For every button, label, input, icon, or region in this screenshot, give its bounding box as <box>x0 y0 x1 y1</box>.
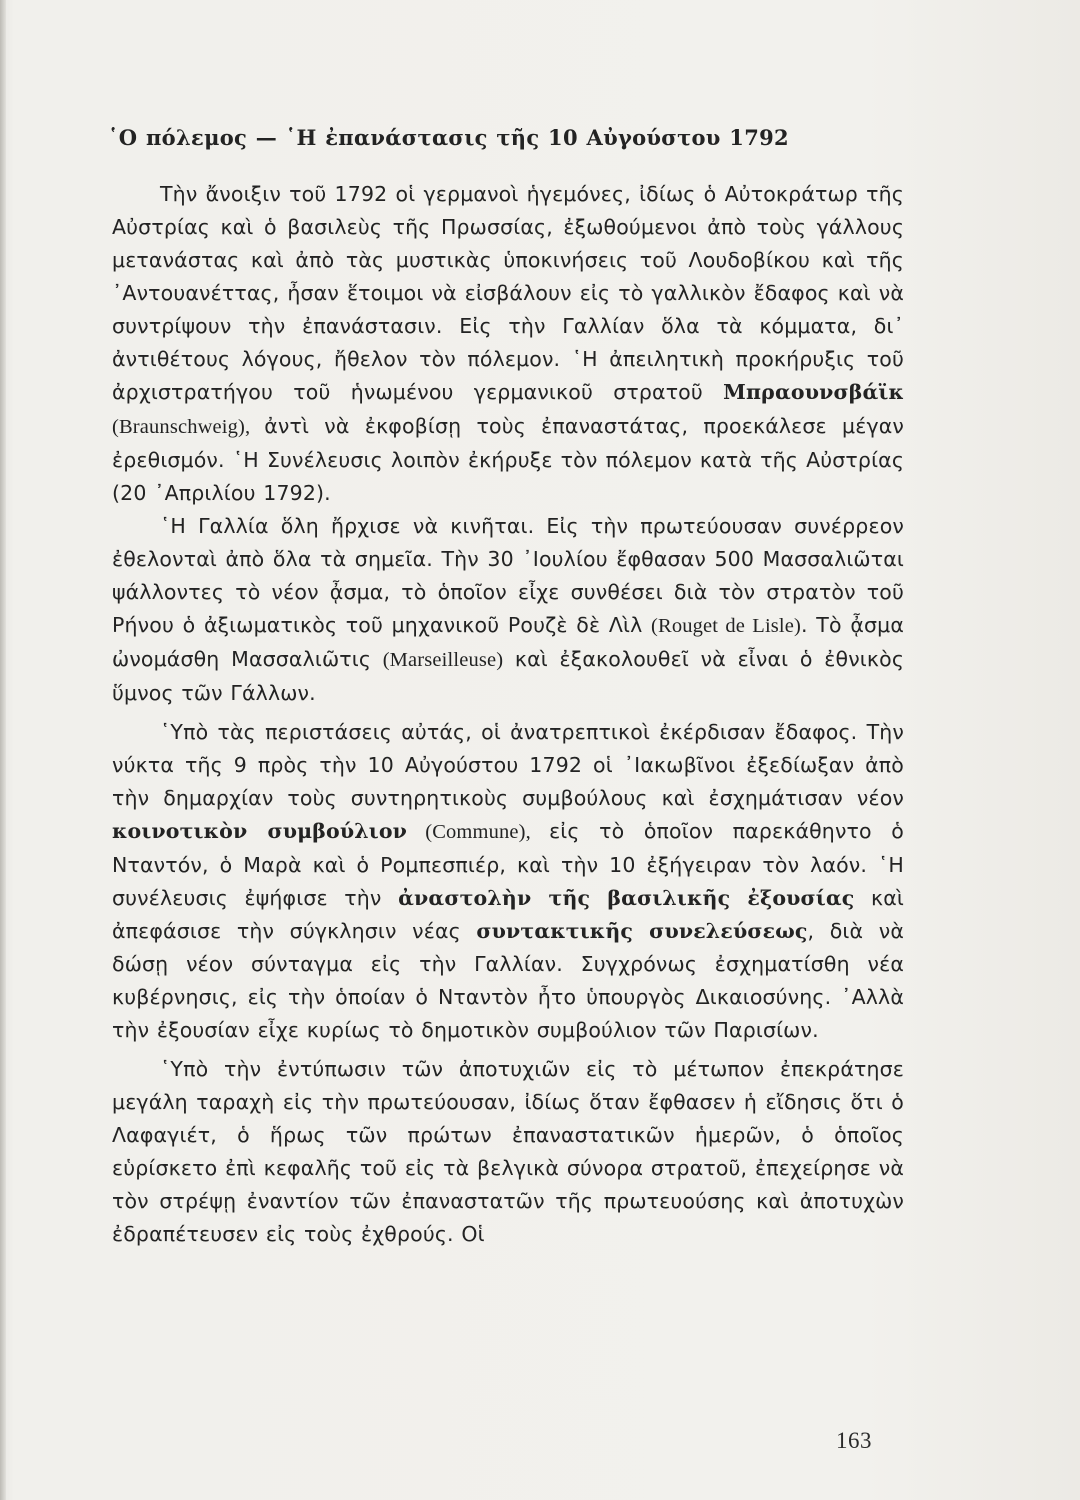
paragraph-3-text-b: εἰς τὸ ὁποῖον παρεκάθηντο ὁ Νταντόν, ὁ Μαρὰ καὶ ὁ Ρομπεσπιέρ, καὶ τὴν 10 ἐξήγειραν τὸν λαόν. ῾Η συνέλευσις ἐψήφισε τὴν <box>112 819 904 910</box>
paragraph-1 <box>112 178 904 510</box>
bold-constituent-assembly: συντακτικῆς συνελεύσεως <box>476 919 808 943</box>
paragraph-3-text-a: ῾Υπὸ τὰς περιστάσεις αὐτάς, οἱ ἀνατρεπτικοὶ ἐκέρδισαν ἔδαφος. Τὴν νύκτα τῆς 9 πρὸς τὴν 10 Αὐγούστου 1792 οἱ ᾿Ιακωβῖνοι ἐξεδίωξαν ἀπὸ τὴν δημαρχίαν τοὺς συντηρητικοὺς συμβούλους καὶ ἐσχημάτισαν νέον <box>112 720 904 810</box>
paragraph-2 <box>112 510 904 710</box>
paragraph-2-text-b: . Τὸ ᾆσμα ὠνομάσθη Μασσαλιῶτις <box>112 613 904 671</box>
paragraph-2-text-c: καὶ ἐξακολουθεῖ νὰ εἶναι ὁ ἐθνικὸς ὕμνος τῶν Γάλλων. <box>112 647 905 705</box>
latin-braunschweig: (Braunschweig), <box>112 416 265 438</box>
paragraph-3-text-d: , διὰ νὰ δώσῃ νέον σύνταγμα εἰς τὴν Γαλλίαν. Συγχρόνως ἐσχηματίσθη νέα κυβέρνησις, εἰς τὴν ὁποίαν ὁ Νταντὸν ἦτο ὑπουργὸς Δικαιοσύνης. ᾿Αλλὰ τὴν ἐξουσίαν εἶχε κυρίως τὸ δημοτικὸν συμβούλιον τῶν Παρισίων. <box>112 919 904 1042</box>
bold-communal-council: κοινοτικὸν συμβούλιον <box>112 819 408 843</box>
bold-suspension-royal-power: ἀναστολὴν τῆς βασιλικῆς ἐξουσίας <box>398 886 855 910</box>
paragraph-1-text-a: Τὴν ἄνοιξιν τοῦ 1792 οἱ γερμανοὶ ἡγεμόνες, ἰδίως ὁ Αὐτοκράτωρ τῆς Αὐστρίας καὶ ὁ βασιλεὺς τῆς Πρωσσίας, ἐξωθούμενοι ἀπὸ τοὺς γάλλους μετανάστας καὶ ἀπὸ τὰς μυστικὰς ὑποκινήσεις τοῦ Λουδοβίκου καὶ τῆς ᾿Αντουανέττας, ἦσαν ἕτοιμοι νὰ εἰσβάλουν εἰς τὸ γαλλικὸν ἔδαφος καὶ νὰ συντρίψουν τὴν ἐπανάστασιν. Εἰς τὴν Γαλλίαν ὅλα τὰ κόμματα, δι᾿ ἀντιθέτους λόγους, ἤθελον τὸν πόλεμον. ῾Η ἀπειλητικὴ προκήρυξις τοῦ ἀρχιστρατήγου τοῦ ἡνωμένου γερμανικοῦ στρατοῦ <box>112 182 904 404</box>
page-number: 163 <box>836 1428 872 1453</box>
section-heading: ῾Ο πόλεμος — ῾Η ἐπανάστασις τῆς 10 Αὐγούστου 1792 <box>108 125 789 150</box>
bold-name-braunschweig: Μπραουνσβάϊκ <box>723 380 904 404</box>
paragraph-3 <box>112 716 904 1047</box>
paragraph-1-text-b: ἀντὶ νὰ ἐκφοβίσῃ τοὺς ἐπαναστάτας, προεκάλεσε μέγαν ἐρεθισμόν. ῾Η Συνέλευσις λοιπὸν ἐκήρυξε τὸν πόλεμον κατὰ τῆς Αὐστρίας (20 ᾿Απριλίου 1792). <box>112 414 904 505</box>
paragraph-3-text-c: καὶ ἀπεφάσισε τὴν σύγκλησιν νέας <box>112 886 904 943</box>
latin-rouget-de-lisle: (Rouget de Lisle) <box>651 615 801 637</box>
latin-marseilleuse: (Marseilleuse) <box>382 649 504 671</box>
paragraph-4 <box>112 1053 904 1251</box>
latin-commune: (Commune), <box>407 821 550 843</box>
text-column <box>108 118 905 1257</box>
scan-edge-shadow <box>0 0 6 1500</box>
paragraph-4-text-a: ῾Υπὸ τὴν ἐντύπωσιν τῶν ἀποτυχιῶν εἰς τὸ μέτωπον ἐπεκράτησε μεγάλη ταραχὴ εἰς τὴν πρωτεύουσαν, ἰδίως ὅταν ἔφθασεν ἡ εἴδησις ὅτι ὁ Λαφαγιέτ, ὁ ἥρως τῶν πρώτων ἐπαναστατικῶν ἡμερῶν, ὁ ὁποῖος εὑρίσκετο ἐπὶ κεφαλῆς τοῦ εἰς τὰ βελγικὰ σύνορα στρατοῦ, ἐπεχείρησε νὰ τὸν στρέψῃ ἐναντίον τῶν ἐπαναστατῶν τῆς πρωτευούσης καὶ ἀποτυχὼν ἐδραπέτευσεν εἰς τοὺς ἐχθρούς. Οἱ <box>112 1057 904 1246</box>
paragraph-2-text-a: ῾Η Γαλλία ὅλη ἤρχισε νὰ κινῆται. Εἰς τὴν πρωτεύουσαν συνέρρεον ἐθελονταὶ ἀπὸ ὅλα τὰ σημεῖα. Τὴν 30 ᾿Ιουλίου ἔφθασαν 500 Μασσαλιῶται ψάλλοντες τὸ νέον ᾆσμα, τὸ ὁποῖον εἶχε συνθέσει διὰ τὸν στρατὸν τοῦ Ρήνου ὁ ἀξιωματικὸς τοῦ μηχανικοῦ Ρουζὲ δὲ Λὶλ <box>112 514 904 637</box>
